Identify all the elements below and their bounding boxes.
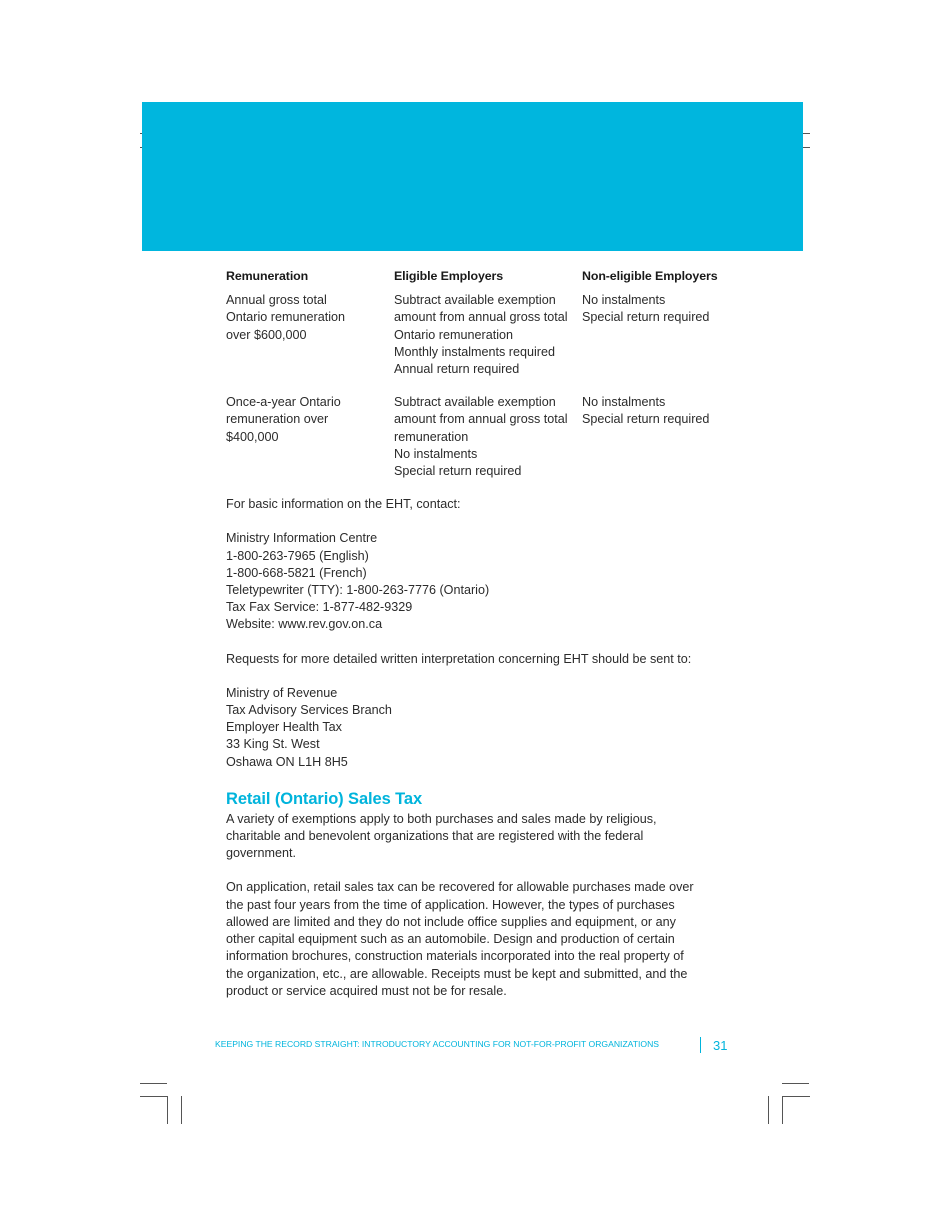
page-footer [215, 1037, 735, 1055]
cell-line: No instalments [582, 293, 666, 308]
address-line: Employer Health Tax [226, 720, 342, 735]
cell-line: No instalments [394, 446, 478, 461]
table-cell-remuneration [226, 394, 394, 480]
cell-line: Annual return required [394, 362, 520, 377]
cell-line: Monthly instalments required [394, 344, 555, 359]
table-cell-eligible [394, 394, 582, 480]
paragraph-line: A variety of exemptions apply to both purchases and sales made by religious, [226, 811, 657, 826]
cell-line: Annual gross total [226, 293, 327, 308]
table-cell-eligible [394, 292, 582, 378]
contact-line: Ministry Information Centre [226, 531, 378, 546]
paragraph-line: On application, retail sales tax can be recovered for allowable purchases made over [226, 880, 694, 895]
cell-line: No instalments [582, 395, 666, 410]
table-header-eligible: Eligible Employers [394, 269, 504, 283]
cell-line: Special return required [582, 310, 710, 325]
table-cell-remuneration [226, 292, 394, 378]
paragraph-line: other capital equipment such as an automobile. Design and production of certain [226, 932, 675, 947]
table-header-remuneration: Remuneration [226, 269, 309, 283]
address-line: Ministry of Revenue [226, 685, 338, 700]
cell-line: remuneration over [226, 412, 329, 427]
section-heading: Retail (Ontario) Sales Tax [226, 789, 423, 808]
paragraph-line: For basic information on the EHT, contact: [226, 497, 461, 512]
contact-intro [226, 496, 736, 513]
cell-line: Ontario remuneration [394, 327, 514, 342]
website-line: Website: www.rev.gov.on.ca [226, 617, 383, 632]
eht-table [226, 268, 736, 496]
cell-line: remuneration [394, 429, 469, 444]
footer-divider [700, 1037, 701, 1053]
paragraph-line: Requests for more detailed written interpretation concerning EHT should be sent to: [226, 651, 692, 666]
paragraph-line: allowed are limited and they do not include office supplies and equipment, or any [226, 914, 676, 929]
paragraph-line: government. [226, 846, 297, 861]
crop-mark-bottom-left-h1 [140, 1083, 167, 1084]
crop-mark-bottom-right-v1 [782, 1096, 783, 1124]
cell-line: amount from annual gross total [394, 412, 568, 427]
footer-title: KEEPING THE RECORD STRAIGHT: INTRODUCTORY ACCOUNTING FOR NOT-FOR-PROFIT ORGANIZATIONS [215, 1039, 660, 1049]
address-line: Oshawa ON L1H 8H5 [226, 754, 348, 769]
table-cell-non-eligible [582, 292, 742, 378]
address-line: Tax Advisory Services Branch [226, 703, 392, 718]
crop-mark-bottom-left-h2 [140, 1096, 168, 1097]
crop-mark-bottom-right-v2 [768, 1096, 769, 1124]
contact-block [226, 530, 736, 633]
crop-mark-bottom-left-v1 [167, 1096, 168, 1124]
cell-line: Subtract available exemption [394, 293, 556, 308]
crop-mark-bottom-left-v2 [181, 1096, 182, 1124]
address-block [226, 685, 736, 771]
requests-intro [226, 651, 736, 668]
contact-line: Teletypewriter (TTY): 1-800-263-7776 (Ontario) [226, 583, 490, 598]
cell-line: Ontario remuneration [226, 310, 346, 325]
cell-line: amount from annual gross total [394, 310, 568, 325]
crop-mark-bottom-right-h1 [782, 1083, 809, 1084]
section-paragraph-2 [226, 879, 736, 999]
paragraph-line: information brochures, construction materials incorporated into the real property of [226, 949, 684, 964]
contact-line: 1-800-668-5821 (French) [226, 565, 367, 580]
page-number: 31 [713, 1038, 728, 1053]
paragraph-line: the organization, etc., are allowable. Receipts must be kept and submitted, and the [226, 966, 688, 981]
cell-line: over $600,000 [226, 327, 307, 342]
cell-line: Subtract available exemption [394, 395, 556, 410]
cell-line: Special return required [394, 464, 522, 479]
paragraph-line: product or service acquired must not be for resale. [226, 983, 507, 998]
paragraph-line: the past four years from the time of application. However, the types of purchases [226, 897, 675, 912]
table-cell-non-eligible [582, 394, 742, 480]
paragraph-line: charitable and benevolent organizations that are registered with the federal [226, 829, 644, 844]
cell-line: Special return required [582, 412, 710, 427]
address-line: 33 King St. West [226, 737, 320, 752]
contact-line: Tax Fax Service: 1-877-482-9329 [226, 600, 413, 615]
cell-line: $400,000 [226, 429, 279, 444]
section-paragraph-1 [226, 811, 736, 863]
cell-line: Once-a-year Ontario [226, 395, 341, 410]
table-header-non-eligible: Non-eligible Employers [582, 269, 718, 283]
page-content [226, 268, 736, 1017]
contact-line: 1-800-263-7965 (English) [226, 548, 369, 563]
crop-mark-bottom-right-h2 [782, 1096, 810, 1097]
header-color-band [142, 102, 803, 251]
